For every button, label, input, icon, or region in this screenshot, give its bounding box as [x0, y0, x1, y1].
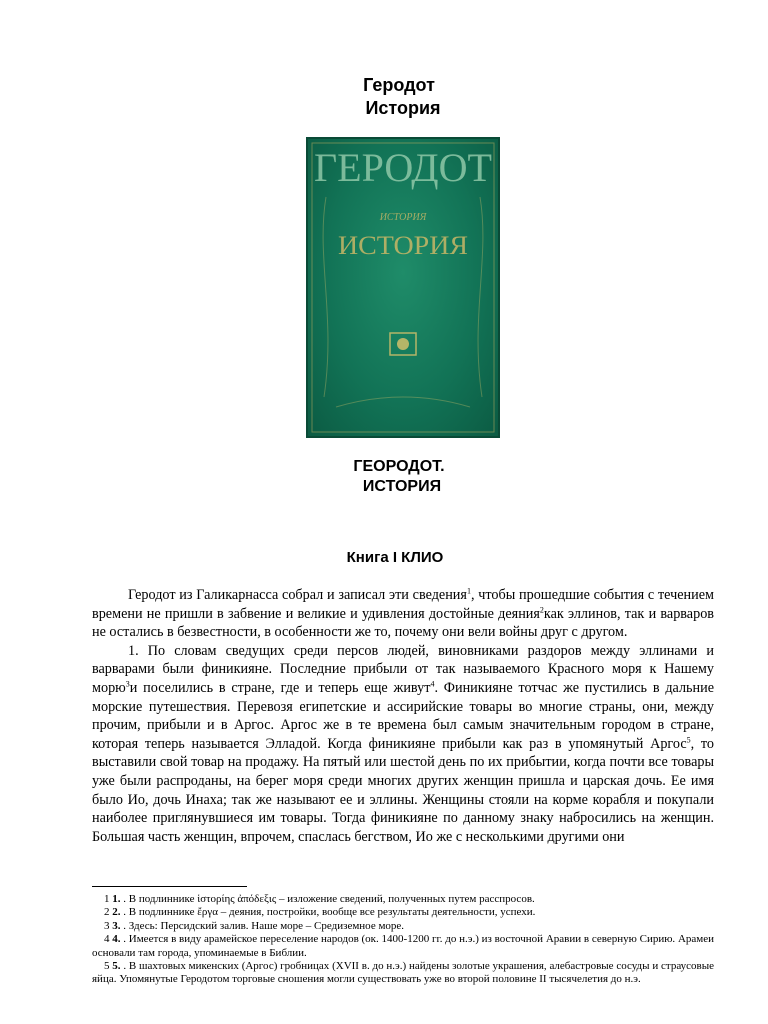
cover-work-text: ИСТОРИЯ — [338, 231, 468, 260]
cover-art — [306, 137, 500, 438]
section-heading — [0, 457, 768, 497]
heading-work: ИСТОРИЯ — [362, 478, 442, 495]
footnote-ref: 4 — [430, 679, 435, 689]
book-cover-image — [306, 137, 500, 438]
footnote-divider — [92, 886, 247, 887]
footnote: 1 1. . В подлиннике ἱστορίης ἀπόδεξις – изложение сведений, полученных путем расспросов. — [104, 893, 535, 905]
title-work: История — [365, 98, 441, 118]
cover-emblem-icon — [390, 333, 416, 355]
cover-author-text: ГЕРОДОТ — [314, 145, 492, 190]
footnote: 3 3. . Здесь: Персидский залив. Наше море – Средиземное море. — [104, 919, 405, 932]
title-author: Геродот — [363, 75, 435, 95]
intro-paragraph: Геродот из Галикарнасса собрал и записал эти сведения$^1$, чтобы прошедшие события с течением времени не пришли в забвение и великие и удивления достойные деяния$^2$как эллинов, так и варваров не остались в безвестности, в особенности же то, почему они вели войны друг с другом. — [92, 586, 715, 641]
body-text — [92, 586, 714, 846]
document-title — [0, 74, 768, 120]
cover-subtitle-text: ИСТОРИЯ — [379, 212, 427, 223]
paragraph-1: 1. По словам сведущих среди персов людей, виновниками раздоров между эллинами и варварами были финикияне. Последние прибыли от так называемого Красного моря к Нашему морю$^3$и поселились в стране, где и теперь еще живут$^4$. Финикияне тотчас же пустились в дальние морские путешествия. Перевозя египетские и ассирийские товары во многие страны, они, между прочим, прибыли и в Аргос. Аргос же в те времена был самым значительным городом в стране, которая теперь называется Элладой. Когда финикияне прибыли как раз в упомянутый Аргос$^5$, то выставили свой товар на продажу. На пятый или шестой день по их прибытии, когда почти все товары уже были распроданы, на берег моря среди многих других женщин пришла и царская дочь. Ее имя было Ио, дочь Инаха; так же называют ее и эллины. Женщины стояли на корме корабля и покупали наиболее приглянувшиеся им товары. Тогда финикияне по данному знаку набросились на женщин. Большая часть женщин, впрочем, спаслась бегством, Ио же с несколькими другими они — [92, 642, 715, 845]
footnote: 5 5. . В шахтовых микенских (Аргос) гробницах (XVII в. до н.э.) найдены золотые украшения, алебастровые сосуды и страусовые яйца. Упомянутые Геродотом торговые сношения могли существовать уже во второй половине II тысячелетия до н.э. — [92, 960, 715, 986]
footnote-ref: 5 — [686, 735, 691, 745]
footnote: 2 2. . В подлиннике ἔργα – деяния, постройки, вообще все результаты деятельности, успехи. — [104, 906, 536, 919]
footnote-ref: 3 — [125, 679, 130, 689]
footnote-ref: 1 — [466, 586, 471, 596]
footnotes — [92, 893, 714, 987]
footnote-ref: 2 — [539, 604, 544, 614]
book-title: Книга I КЛИО — [346, 549, 444, 566]
footnote: 4 4. . Имеется в виду арамейское переселение народов (ок. 1400-1200 гг. до н.э.) из восточной Аравии в северную Сирию. Арамеи основали там города, упоминаемые в Библии. — [92, 933, 714, 959]
heading-author: ГЕОРОДОТ. — [353, 458, 445, 475]
